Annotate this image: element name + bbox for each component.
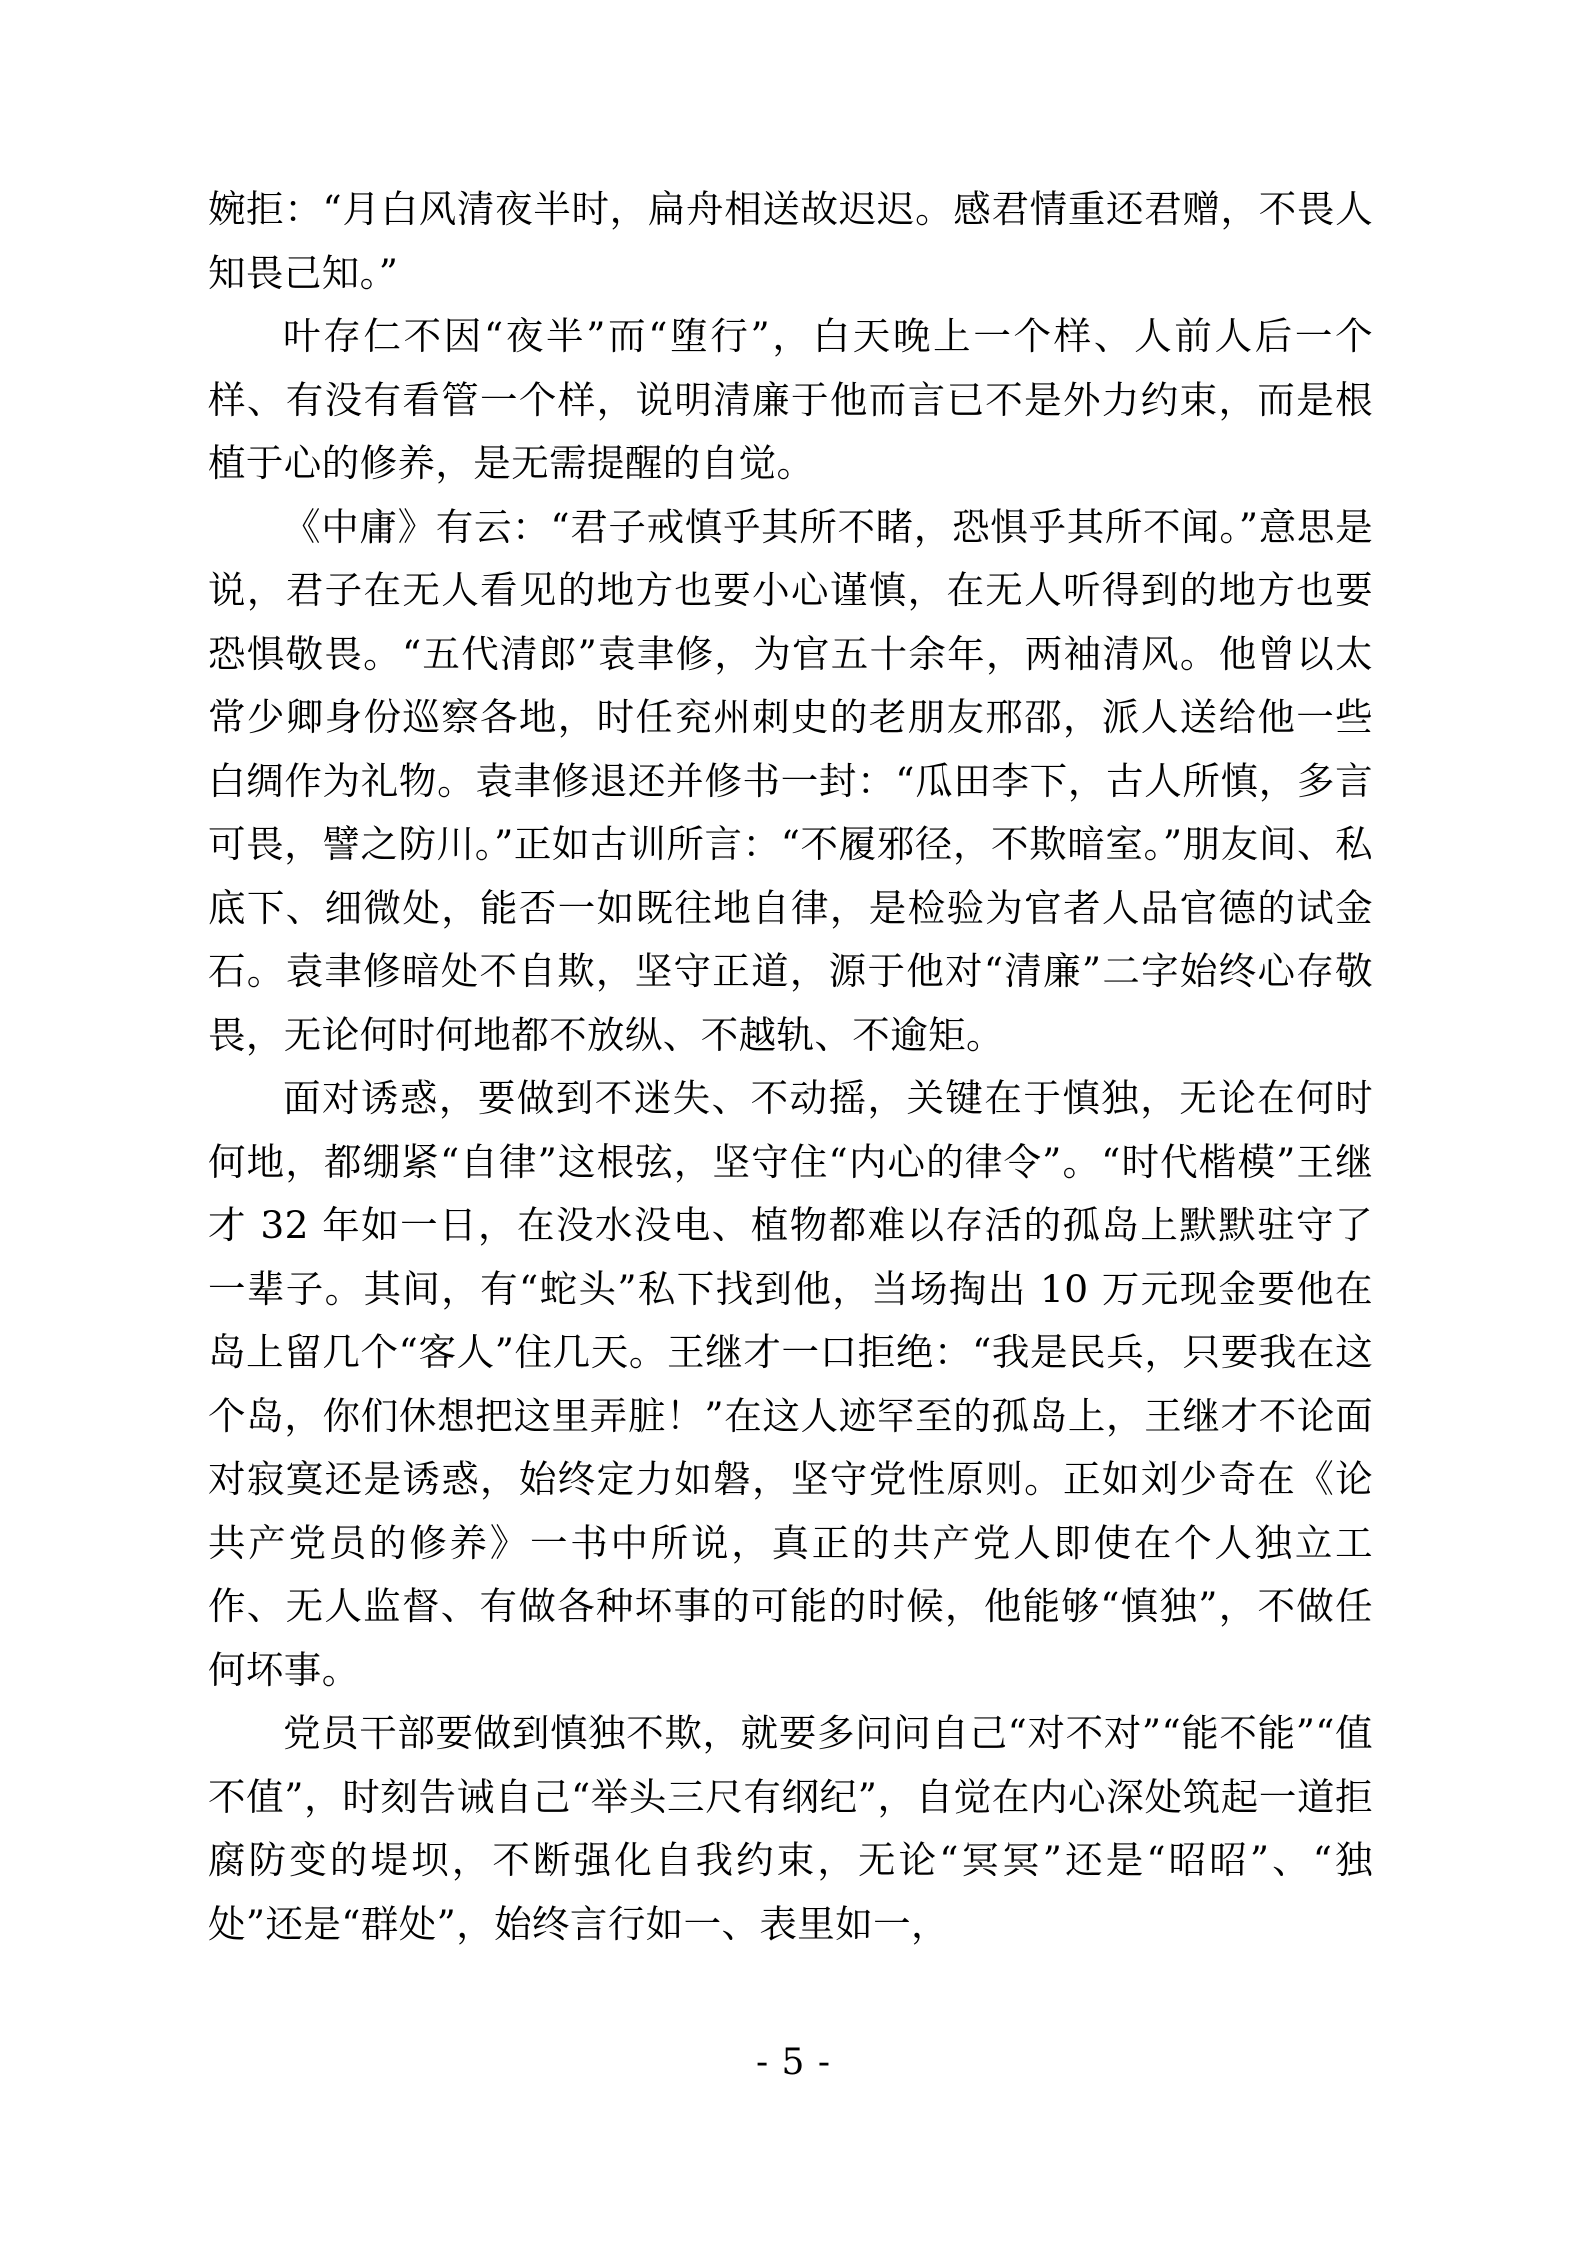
page-number: - 5 - — [755, 2042, 832, 2083]
paragraph: 面对诱惑，要做到不迷失、不动摇，关键在于慎独，无论在何时何地，都绷紧“自律”这根弦，坚守住“内心的律令”。“时代楷模”王继才 32 年如一日，在没水没电、植物都难以存活的孤岛上默默驻守了一辈子。其间，有“蛇头”私下找到他，当场掏出 10 万元现金要他在岛上留几个“客人”住几天。王继才一口拒绝：“我是民兵，只要我在这个岛，你们休想把这里弄脏！”在这人迹罕至的孤岛上，王继才不论面对寂寞还是诱惑，始终定力如磐，坚守党性原则。正如刘少奇在《论共产党员的修养》一书中所说，真正的共产党人即使在个人独立工作、无人监督、有做各种坏事的可能的时候，他能够“慎独”，不做任何坏事。 — [208, 1076, 1373, 1692]
paragraph: 《中庸》有云：“君子戒慎乎其所不睹，恐惧乎其所不闻。”意思是说，君子在无人看见的地方也要小心谨慎，在无人听得到的地方也要恐惧敬畏。“五代清郎”袁聿修，为官五十余年，两袖清风。他曾以太常少卿身份巡察各地，时任兖州刺史的老朋友邢邵，派人送给他一些白绸作为礼物。袁聿修退还并修书一封：“瓜田李下，古人所慎，多言可畏，譬之防川。”正如古训所言：“不履邪径，不欺暗室。”朋友间、私底下、细微处，能否一如既往地自律，是检验为官者人品官德的试金石。袁聿修暗处不自欺，坚守正道，源于他对“清廉”二字始终心存敬畏，无论何时何地都不放纵、不越轨、不逾矩。 — [208, 504, 1373, 1057]
page-body — [208, 178, 1373, 1956]
paragraph: 党员干部要做到慎独不欺，就要多问问自己“对不对”“能不能”“值不值”，时刻告诫自己“举头三尺有纲纪”，自觉在内心深处筑起一道拒腐防变的堤坝，不断强化自我约束，无论“冥冥”还是“昭昭”、“独处”还是“群处”，始终言行如一、表里如一， — [208, 1711, 1373, 1946]
paragraph: 婉拒：“月白风清夜半时，扁舟相送故迟迟。感君情重还君赠，不畏人知畏己知。” — [208, 187, 1373, 295]
paragraph: 叶存仁不因“夜半”而“堕行”，白天晚上一个样、人前人后一个样、有没有看管一个样，说明清廉于他而言已不是外力约束，而是根植于心的修养，是无需提醒的自觉。 — [208, 314, 1373, 485]
